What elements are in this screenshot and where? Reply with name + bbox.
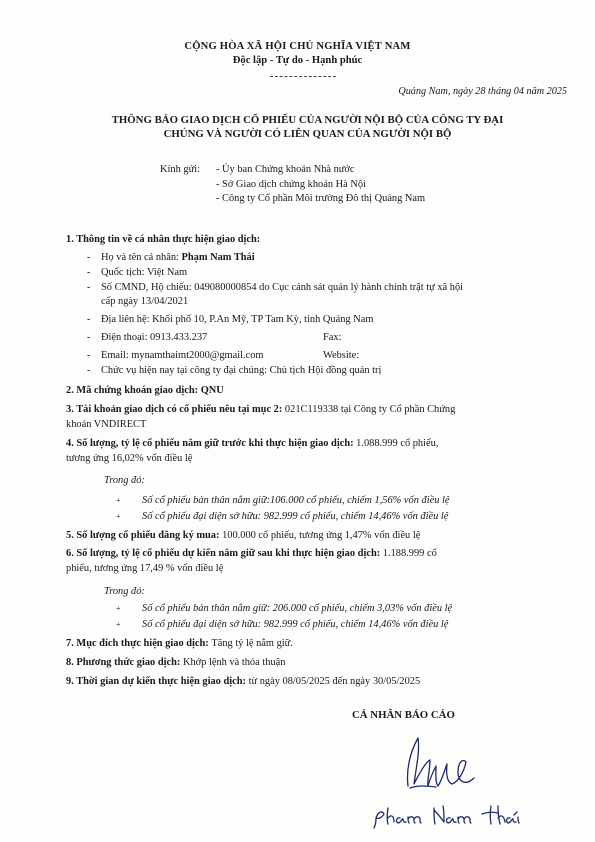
bullet-marker: + (116, 512, 121, 521)
section-7-value: Tăng tỷ lệ nắm giữ. (211, 638, 293, 649)
section-6-trong-do: Trong đó: (104, 586, 145, 597)
section-3-cont: khoán VNDIRECT (66, 419, 147, 430)
section-8-value: Khớp lệnh và thỏa thuận (182, 657, 286, 668)
recipient-2: - Sở Giao dịch chứng khoán Hà Nội (216, 179, 366, 190)
person-name-label: Họ và tên cá nhân: (101, 252, 182, 263)
person-name-line (87, 251, 255, 264)
section-4-value: 1.088.999 cổ phiếu, (356, 438, 439, 449)
motto-underline (270, 76, 336, 77)
recipient-1: - Ủy ban Chứng khoán Nhà nước (216, 164, 355, 175)
section-2-value: QNU (200, 385, 224, 396)
section-5-label: 5. Số lượng cổ phiếu đăng ký mua: (66, 530, 223, 541)
section-4-bullet-2 (116, 510, 448, 523)
document-title (50, 113, 565, 141)
dash-marker: - (87, 332, 91, 343)
section-4-trong-do: Trong đó: (104, 475, 145, 486)
section-6-cont: phiếu, tương ứng 17,49 % vốn điều lệ (66, 563, 224, 574)
document-title-line-1: THÔNG BÁO GIAO DỊCH CỔ PHIẾU CỦA NGƯỜI NỘI BỘ CỦA CÔNG TY ĐẠI (111, 114, 504, 126)
recipients-label: Kính gửi: (160, 164, 200, 175)
section-6 (66, 547, 437, 560)
phone-line (87, 331, 207, 344)
phone-text: Điện thoại: 0913.433.237 (101, 332, 208, 343)
section-5 (66, 529, 420, 542)
section-4-bullet-1-text: Số cổ phiếu bản thân nắm giữ:106.000 cổ phiếu, chiếm 1,56% vốn điều lệ (142, 495, 450, 506)
section-9 (66, 675, 420, 688)
dash-marker: - (87, 350, 91, 361)
person-name-value: Phạm Nam Thái (181, 252, 255, 263)
website-text: Website: (323, 350, 360, 361)
section-2-label: 2. Mã chứng khoán giao dịch: (66, 385, 201, 396)
section-4-label: 4. Số lượng, tỷ lệ cổ phiếu nắm giữ trước khi thực hiện giao dịch: (66, 438, 357, 449)
section-4-bullet-1 (116, 494, 450, 507)
position-line (87, 364, 381, 377)
dash-marker: - (87, 282, 91, 293)
dash-marker: - (87, 252, 91, 263)
national-title: CỘNG HÒA XÃ HỘI CHỦ NGHĨA VIỆT NAM (184, 41, 411, 52)
email-text: Email: mynamthaimt2000@gmail.com (101, 350, 264, 361)
position-text: Chức vụ hiện nay tại công ty đại chúng: Chủ tịch Hội đồng quản trị (101, 365, 382, 376)
bullet-marker: + (116, 496, 121, 505)
section-6-bullet-2-text: Số cổ phiếu đại diện sở hữu: 982.999 cổ phiếu, chiếm 14,46% vốn điều lệ (142, 619, 449, 630)
bullet-marker: + (116, 620, 121, 629)
fax-text: Fax: (323, 332, 342, 343)
place-date: Quảng Nam, ngày 28 tháng 04 năm 2025 (398, 86, 567, 97)
email-line (87, 349, 264, 362)
section-9-label: 9. Thời gian dự kiến thực hiện giao dịch: (66, 676, 249, 687)
document-title-line-2: CHÚNG VÀ NGƯỜI CÓ LIÊN QUAN CỦA NGƯỜI NỘI BỘ (163, 128, 452, 141)
section-4 (66, 437, 438, 450)
national-motto: Độc lập - Tự do - Hạnh phúc (232, 55, 363, 66)
section-7 (66, 637, 293, 650)
address-text: Địa liên hệ: Khối phố 10, P.An Mỹ, TP Tam Kỳ, tỉnh Quảng Nam (101, 314, 374, 325)
section-7-label: 7. Mục đích thực hiện giao dịch: (66, 638, 212, 649)
section-6-bullet-1-text: Số cổ phiếu bản thân nắm giữ: 206.000 cổ phiếu, chiếm 3,03% vốn điều lệ (142, 603, 453, 614)
section-6-value: 1.188.999 cổ (382, 548, 437, 559)
handwritten-signature (370, 722, 520, 834)
section-3-value: 021C119338 tại Công ty Cổ phần Chứng (284, 404, 456, 415)
section-6-label: 6. Số lượng, tỷ lệ cổ phiếu dự kiến nắm giữ sau khi thực hiện giao dịch: (66, 548, 383, 559)
section-8 (66, 656, 285, 669)
address-line (87, 313, 373, 326)
bullet-marker: + (116, 604, 121, 613)
section-4-cont: tương ứng 16,02% vốn điều lệ (66, 453, 193, 464)
section-2 (66, 384, 224, 397)
recipient-3: - Công ty Cổ phần Môi trường Đô thị Quảng Nam (216, 193, 426, 204)
dash-marker: - (87, 314, 91, 325)
section-3-label: 3. Tài khoản giao dịch có cổ phiếu nêu tại mục 2: (66, 404, 285, 415)
nationality-line (87, 266, 187, 279)
id-line-cont: cấp ngày 13/04/2021 (101, 296, 189, 307)
signer-title: CÁ NHÂN BÁO CÁO (352, 709, 455, 721)
section-8-label: 8. Phương thức giao dịch: (66, 657, 183, 668)
section-3 (66, 403, 455, 416)
signature-name-text: Phạm Nam Thái (374, 830, 381, 831)
section-6-bullet-1 (116, 602, 452, 615)
dash-marker: - (87, 267, 91, 278)
section-1-heading: 1. Thông tin về cá nhân thực hiện giao dịch: (66, 234, 261, 245)
nationality-text: Quốc tịch: Việt Nam (101, 267, 188, 278)
id-text: Số CMND, Hộ chiếu: 049080000854 do Cục cảnh sát quản lý hành chính trật tự xã hội (101, 282, 464, 293)
section-6-bullet-2 (116, 618, 448, 631)
section-9-value: từ ngày 08/05/2025 đến ngày 30/05/2025 (248, 676, 421, 687)
dash-marker: - (87, 365, 91, 376)
section-4-bullet-2-text: Số cổ phiếu đại diện sở hữu: 982.999 cổ phiếu, chiếm 14,46% vốn điều lệ (142, 511, 449, 522)
section-5-value: 100.000 cổ phiếu, tương ứng 1,47% vốn điều lệ (222, 530, 421, 541)
id-line (87, 281, 463, 294)
